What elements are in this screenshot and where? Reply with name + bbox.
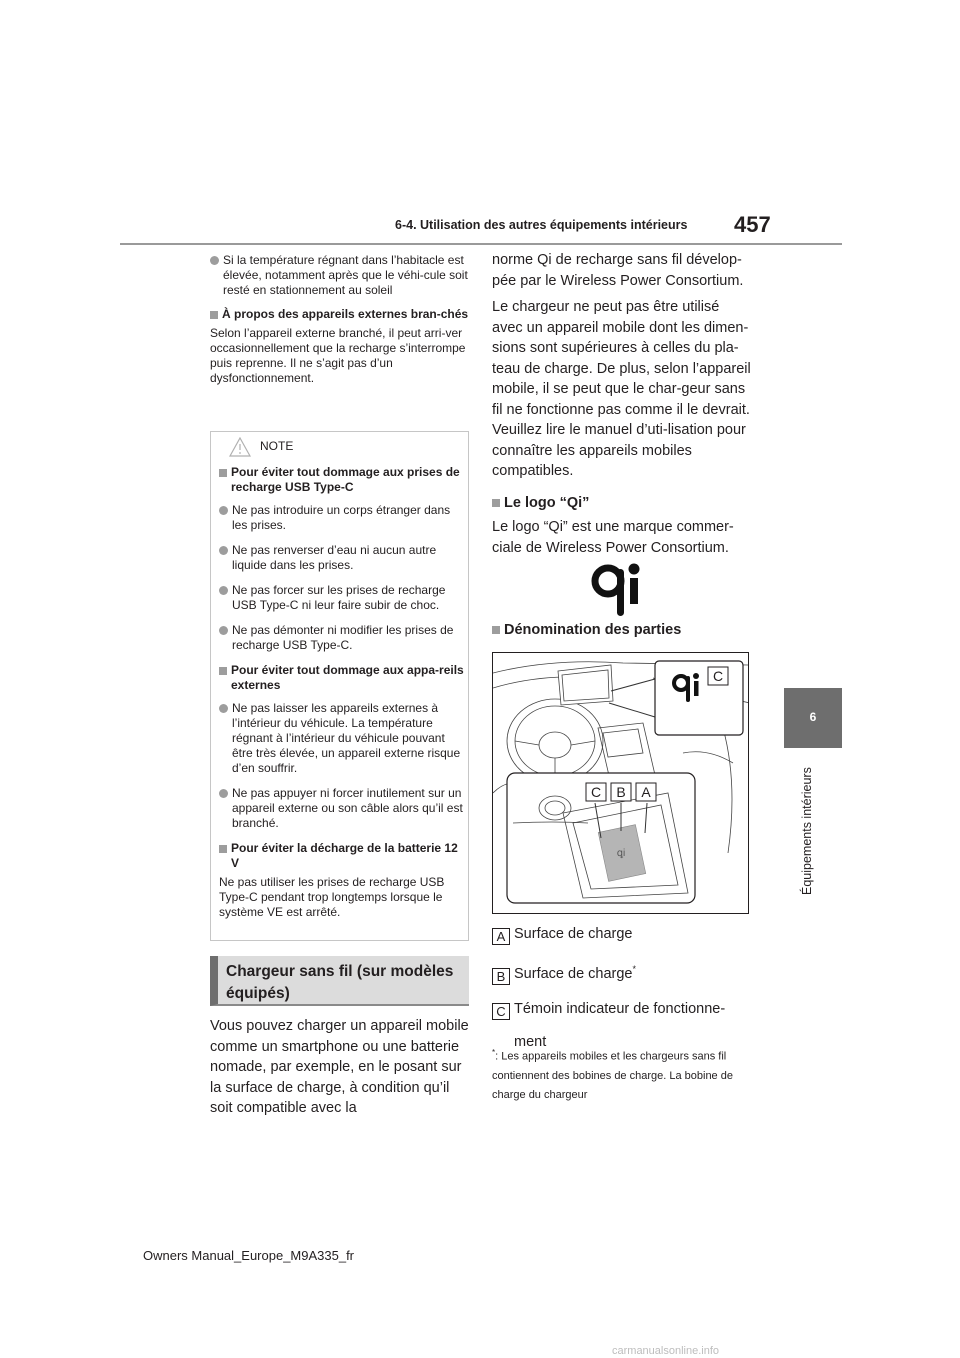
square-bullet-icon: [219, 667, 227, 675]
paragraph: Selon l’appareil externe branché, il peut arri-ver occasionnellement que la recharge s’interrompe puis reprenne. Il ne s’agit pas d’un dysfonctionnement.: [210, 326, 466, 385]
bullet-icon: [219, 586, 228, 595]
footnote-text: : Les appareils mobiles et les chargeurs sans fil contiennent des bobines de charge. La bobine de charge du chargeur: [492, 1050, 733, 1101]
note-box: [210, 431, 469, 941]
legend-letter: C: [492, 1003, 510, 1020]
bullet-text: Si la température régnant dans l’habitacle est élevée, notamment après que le véhi-cule soit resté en stationnement au soleil: [223, 253, 468, 297]
list-item: [219, 583, 465, 613]
note-heading: [219, 465, 465, 495]
bullet-text: Ne pas introduire un corps étranger dans les prises.: [232, 503, 451, 532]
legend-letter: A: [492, 928, 510, 945]
paragraph: Le logo “Qi” est une marque commer-ciale de Wireless Power Consortium.: [492, 519, 734, 556]
wireless-charger-figure: [492, 652, 749, 914]
legend-item-a: [492, 924, 752, 945]
legend-letter: B: [492, 968, 510, 985]
list-item: [219, 543, 465, 573]
note-heading: [219, 841, 465, 871]
note-paragraph: Ne pas utiliser les prises de recharge USB Type-C pendant trop longtemps lorsque le système VE est arrêté.: [219, 875, 445, 919]
left-column: [210, 250, 470, 386]
warning-icon: [229, 437, 251, 457]
figure-label-c: C: [590, 784, 602, 800]
note-heading-text: Pour éviter tout dommage aux prises de recharge USB Type-C: [231, 465, 460, 494]
header-divider: [120, 243, 842, 245]
list-item: [219, 503, 465, 533]
bullet-icon: [219, 626, 228, 635]
figure-label-b: B: [616, 784, 626, 800]
note-heading: [219, 663, 465, 693]
section-intro: Vous pouvez charger un appareil mobile comme un smartphone ou une batterie nomade, par exemple, en le posant sur la surface de charge, à condition qu’il soit compatible avec la: [210, 1018, 469, 1116]
legend-text-cont: ment: [514, 1033, 547, 1050]
bullet-text: Ne pas renverser d’eau ni aucun autre liquide dans les prises.: [232, 543, 437, 572]
subheading: [492, 493, 752, 514]
square-bullet-icon: [219, 469, 227, 477]
subheading: [492, 620, 752, 641]
note-heading-text: Pour éviter tout dommage aux appa-reils externes: [231, 663, 464, 692]
note-title: NOTE: [260, 439, 294, 453]
figure-label-a: A: [641, 784, 651, 800]
paragraph: norme Qi de recharge sans fil dévelop-pée par le Wireless Power Consortium.: [492, 252, 744, 289]
bullet-text: Ne pas démonter ni modifier les prises de recharge USB Type-C.: [232, 623, 454, 652]
legend-item-b: [492, 959, 752, 985]
right-column: [492, 250, 752, 558]
bullet-text: Ne pas forcer sur les prises de recharge USB Type-C ni leur faire subir de choc.: [232, 583, 446, 612]
footnote: [492, 1043, 752, 1105]
bullet-icon: [219, 546, 228, 555]
paragraph: Le chargeur ne peut pas être utilisé avec un appareil mobile dont les dimen-sions sont supérieures à celles du pla-teau de charge. De plus, selon l’appareil mobile, il se peut que le char-geur sans fil ne fonctionne pas comme il le devrait. Veuillez lire le manuel d’uti-lisation pour connaître les appareils mobiles compatibles.: [492, 299, 751, 479]
bullet-text: Ne pas laisser les appareils externes à l’intérieur du véhicule. La température régnant à l’intérieur du véhicule pouvant être très élevée, un appareil externe risque d’en souffrir.: [232, 701, 461, 775]
list-item: [219, 623, 465, 653]
qi-logo-icon: [590, 561, 642, 617]
chapter-tab: 6: [784, 688, 842, 748]
list-item: [219, 701, 465, 776]
legend-text: Témoin indicateur de fonctionne-: [514, 1000, 726, 1017]
square-bullet-icon: [492, 499, 500, 507]
bullet-icon: [219, 506, 228, 515]
section-header: 6-4. Utilisation des autres équipements intérieurs: [395, 218, 688, 232]
note-body: [219, 465, 465, 920]
svg-text:ꝗi: ꝗi: [616, 848, 626, 859]
note-header: [212, 433, 467, 461]
page-number: 457: [734, 212, 771, 237]
legend-text: Surface de charge: [514, 965, 633, 982]
subheading-text: Dénomination des parties: [504, 622, 682, 638]
watermark: carmanualsonline.info: [612, 1345, 720, 1357]
square-bullet-icon: [210, 311, 218, 319]
legend-text: Surface de charge: [514, 926, 633, 942]
subheading: [210, 307, 470, 322]
legend-sup: *: [632, 964, 637, 974]
footnote-mark: *: [492, 1048, 496, 1057]
callout-label-c: C: [712, 668, 724, 684]
bullet-text: Ne pas appuyer ni forcer inutilement sur un appareil externe ou son câble alors qu’il est branché.: [232, 786, 463, 830]
list-item: [210, 253, 470, 298]
note-heading-text: Pour éviter la décharge de la batterie 12 V: [231, 841, 458, 870]
bullet-icon: [210, 256, 219, 265]
list-item: [219, 786, 465, 831]
legend: [492, 924, 752, 1052]
chapter-label: Équipements intérieurs: [800, 767, 814, 895]
car-interior-illustration: [493, 653, 749, 914]
square-bullet-icon: [492, 626, 500, 634]
subheading-text: Le logo “Qi”: [504, 494, 590, 511]
legend-item-c: [492, 999, 752, 1020]
bullet-icon: [219, 789, 228, 798]
bullet-icon: [219, 704, 228, 713]
square-bullet-icon: [219, 845, 227, 853]
subheading-text: À propos des appareils externes bran-chés: [222, 307, 469, 321]
section-title: Chargeur sans fil (sur modèles équipés): [210, 956, 469, 1006]
footer-text: Owners Manual_Europe_M9A335_fr: [143, 1248, 355, 1263]
